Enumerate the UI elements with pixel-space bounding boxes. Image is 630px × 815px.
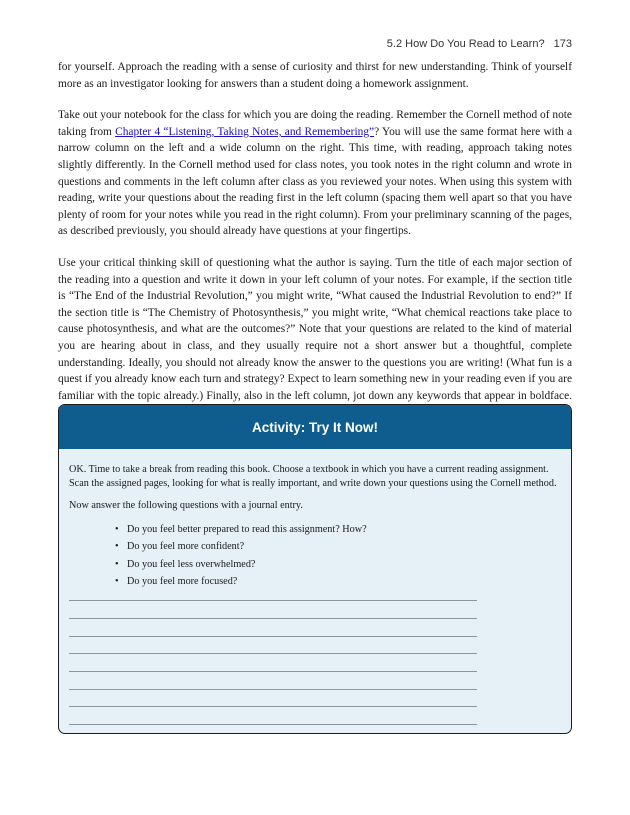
answer-line xyxy=(69,618,477,619)
question-item: • Do you feel better prepared to read this assignment? How? xyxy=(127,523,561,536)
paragraph-1: for yourself. Approach the reading with a sense of curiosity and thirst for new understanding. Think of yourself more as an investigator looking for answers than a student doing a homework assignment. xyxy=(58,61,572,90)
paragraph-2-start: Take out your notebook for the class for which you are doing the reading. Remember the Cornell method of note taking from xyxy=(58,109,572,138)
activity-header xyxy=(59,405,571,449)
page-number: 173 xyxy=(553,38,572,50)
answer-line xyxy=(69,653,477,654)
question-list xyxy=(69,523,561,589)
answer-line xyxy=(69,600,477,601)
activity-box xyxy=(58,404,572,734)
answer-line xyxy=(69,671,477,672)
section-title: 5.2 How Do You Read to Learn? xyxy=(386,38,545,50)
paragraph-3: Use your critical thinking skill of questioning what the author is saying. Turn the title of each major section of the reading into a question and write it down in your left column of your notes. For example, if the section title is “The End of the Industrial Revolution,” you might write, “What caused the Industrial Revolution to end?” If the section title is “The Chemistry of Photosynthesis,” you might write, “What chemical reactions take place to cause photosynthesis, and what are the outcomes?” Note that your questions are related to the kind of material you are hearing about in class, and they usually require not a short answer but a thoughtful, complete understanding. Ideally, you should not already know the answer to the questions you are writing! (What fun is a quest if you already know each turn and strategy? Expect to learn something new in your reading even if you are familiar with the topic already.) Finally, also in the left column, jot down any keywords that appear in boldface. xyxy=(58,256,572,402)
question-item: • Do you feel more focused? xyxy=(127,575,561,588)
activity-intro: OK. Time to take a break from reading this book. Choose a textbook in which you have a current reading assignment. Scan the assigned pages, looking for what is really important, and write down your questions using the Cornell method. xyxy=(69,464,557,489)
question-item: • Do you feel less overwhelmed? xyxy=(127,558,561,571)
activity-title: Activity: Try It Now! xyxy=(251,419,378,435)
answer-line xyxy=(69,724,477,725)
paragraph-2 xyxy=(58,107,572,240)
activity-instruction: Now answer the following questions with a journal entry. xyxy=(69,500,303,512)
paragraph-2-end: ? You will use the same format here with a narrow column on the left and a wide column on the right. This time, with reading, approach taking notes slightly differently. In the Cornell method used for class notes, you took notes in the right column and wrote in questions and comments in the left column after class as you reviewed your notes. When using this system with reading, write your questions about the reading first in the left column (spacing them well apart so that you have plenty of room for your notes while you read in the right column). From your preliminary scanning of the pages, as described previously, you should already have questions at your fingertips. xyxy=(58,125,573,238)
body-text xyxy=(58,59,572,436)
answer-line xyxy=(69,636,477,637)
answer-lines xyxy=(69,600,561,725)
answer-line xyxy=(69,706,477,707)
chapter-4-link[interactable]: Chapter 4 “Listening, Taking Notes, and Remembering” xyxy=(115,125,375,138)
activity-body xyxy=(59,449,571,725)
answer-line xyxy=(69,689,477,690)
question-item: • Do you feel more confident? xyxy=(127,540,561,553)
running-header xyxy=(387,38,572,50)
